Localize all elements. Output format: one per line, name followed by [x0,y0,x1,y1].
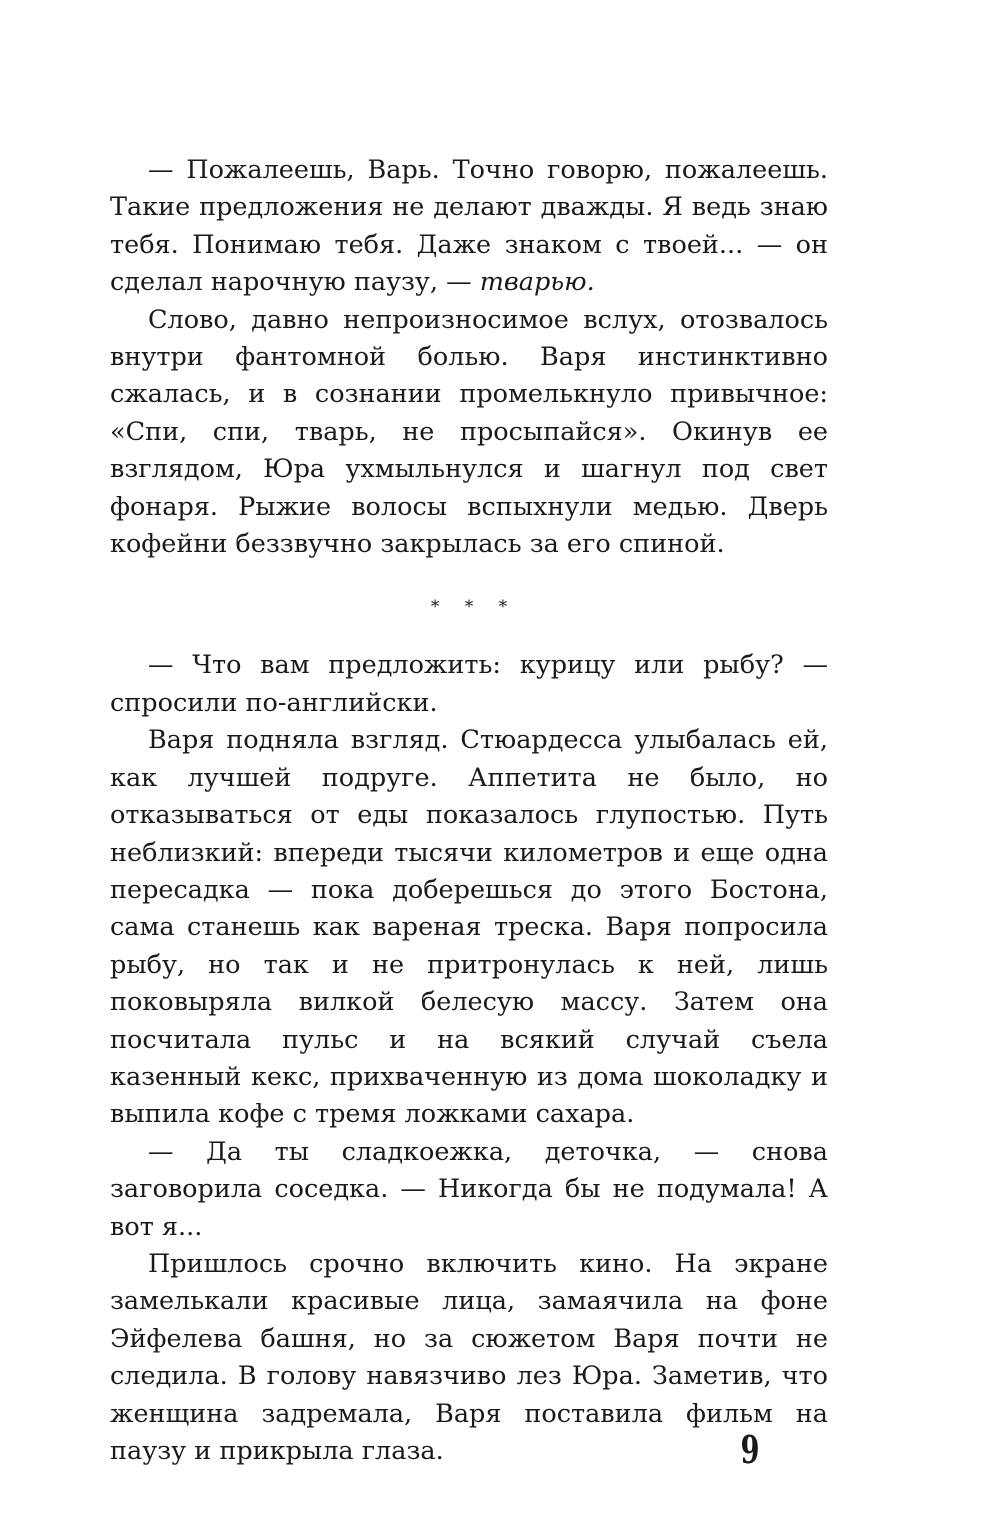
paragraph-neighbor: — Да ты сладкоежка, деточка, — снова заговорила соседка. — Никогда бы не подумала! А вот я... [110,1136,828,1242]
page-number: 9 [740,1427,760,1472]
emphasized-word: тварью. [479,267,595,298]
paragraph-movie: Пришлось срочно включить кино. На экране замелькали красивые лица, замаячила на фоне Эйфелева башня, но за сюжетом Варя почти не следила. В голову навязчиво лез Юра. Заметив, что женщина задремала, Варя поставила фильм на паузу и прикрыла глаза. [110,1248,828,1466]
section-separator: * * * [430,597,518,618]
paragraph-meal: Варя подняла взгляд. Стюардесса улыбалась ей, как лучшей подруге. Аппетита не было, но отказываться от еды показалось глупостью. Путь неблизкий: впереди тысячи километров и еще одна пересадка — пока доберешься до этого Бостона, сама станешь как вареная треска. Варя попросила рыбу, но так и не притронулась к ней, лишь поковыряла вилкой белесую массу. Затем она посчитала пульс и на всякий случай съела казенный кекс, прихваченную из дома шоколадку и выпила кофе с тремя ложками сахара. [110,725,828,1130]
paragraph-dialogue-yura [110,152,828,302]
paragraph-word-echo: Слово, давно непроизносимое вслух, отозвалось внутри фантомной болью. Варя инстинктивно сжалась, и в сознании промелькнуло привычное: «Спи, спи, тварь, не просыпайся». Окинув ее взглядом, Юра ухмыльнулся и шагнул под свет фонаря. Рыжие волосы вспыхнули медью. Дверь кофейни беззвучно закрылась за его спиной. [110,304,828,560]
paragraph-text: — Пожалеешь, Варь. Точно говорю, пожалеешь. Такие предложения не делают дважды. Я ведь знаю тебя. Понимаю тебя. Даже знаком с твоей... — он сделал нарочную паузу, — [110,155,828,298]
page-body [110,152,828,1470]
paragraph-stewardess-question: — Что вам предложить: курицу или рыбу? — спросили по-английски. [110,650,828,718]
